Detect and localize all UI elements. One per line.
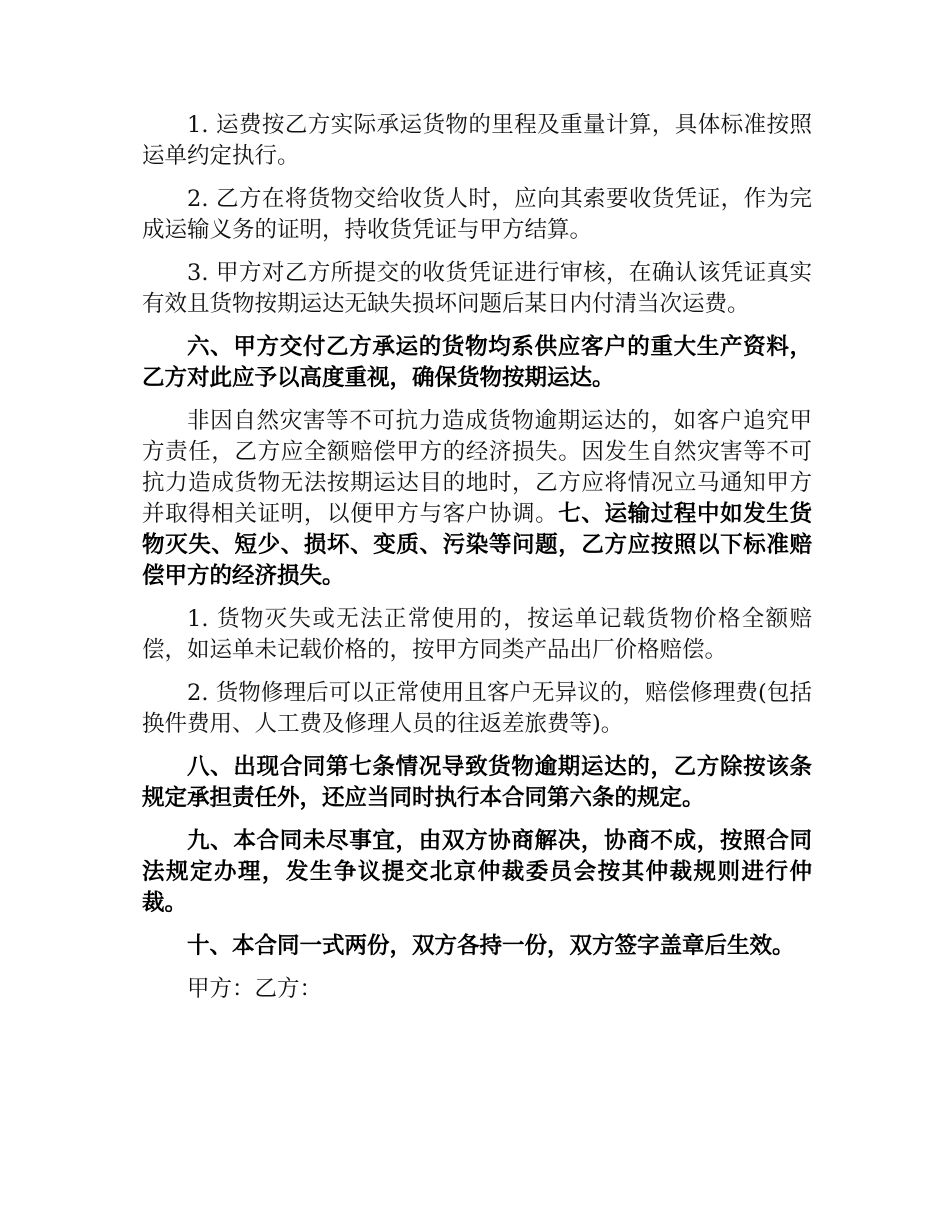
article-8: 八、出现合同第七条情况导致货物逾期运达的，乙方除按该条规定承担责任外，还应当同时执行本合同第六条的规定。 bbox=[142, 754, 812, 811]
article-6-body-text: 非因自然灾害等不可抗力造成货物逾期运达的，如客户追究甲方责任，乙方应全额赔偿甲方的经济损失。因发生自然灾害等不可抗力造成货物无法按期运达目的地时，乙方应将情况立马通知甲方并取得相关证明，以便甲方与客户协调。 bbox=[142, 408, 812, 527]
article-10: 十、本合同一式两份，双方各持一份，双方签字盖章后生效。 bbox=[187, 933, 795, 959]
freight-clause-1: 1. 运费按乙方实际承运货物的里程及重量计算，具体标准按照运单约定执行。 bbox=[142, 112, 812, 169]
article-9: 九、本合同未尽事宜，由双方协商解决，协商不成，按照合同法规定办理，发生争议提交北京仲裁委员会按其仲裁规则进行仲裁。 bbox=[142, 828, 812, 916]
article-7-heading: 七、运输过程中如发生货物灭失、短少、损坏、变质、污染等问题，乙方应按照以下标准赔偿甲方的经济损失。 bbox=[142, 501, 812, 589]
compensation-clause-1: 1. 货物灭失或无法正常使用的，按运单记载货物价格全额赔偿，如运单未记载价格的，按甲方同类产品出厂价格赔偿。 bbox=[142, 606, 812, 663]
compensation-clause-2: 2. 货物修理后可以正常使用且客户无异议的，赔偿修理费(包括换件费用、人工费及修理人员的往返差旅费等)。 bbox=[142, 680, 812, 737]
freight-clause-3: 3. 甲方对乙方所提交的收货凭证进行审核，在确认该凭证真实有效且货物按期运达无缺失损坏问题后某日内付清当次运费。 bbox=[142, 260, 812, 317]
freight-clause-2: 2. 乙方在将货物交给收货人时，应向其索要收货凭证，作为完成运输义务的证明，持收货凭证与甲方结算。 bbox=[142, 186, 812, 243]
article-6-heading: 六、甲方交付乙方承运的货物均系供应客户的重大生产资料，乙方对此应予以高度重视，确保货物按期运达。 bbox=[142, 334, 812, 391]
article-6-body bbox=[142, 406, 812, 592]
signature-line: 甲方：乙方： bbox=[187, 976, 323, 1002]
document-body bbox=[142, 110, 812, 1017]
